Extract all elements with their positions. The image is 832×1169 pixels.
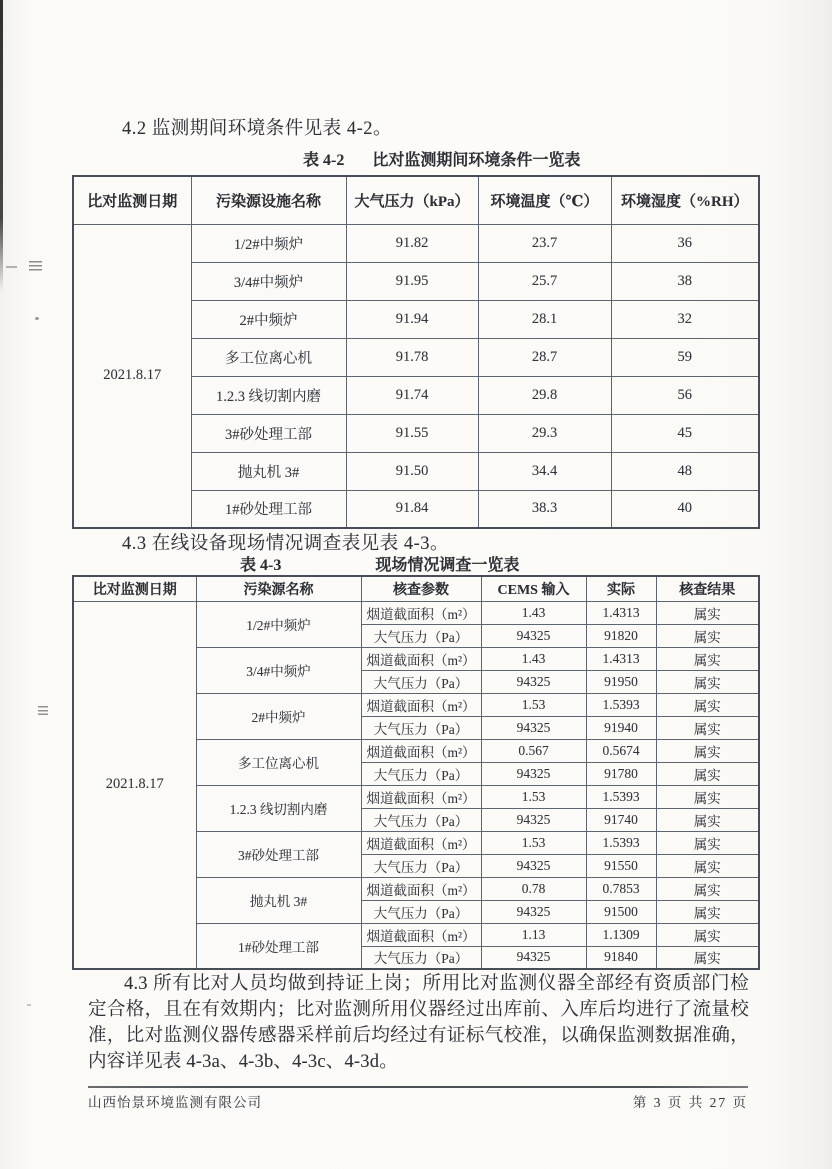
humidity-cell: 45 xyxy=(611,414,759,452)
humidity-cell: 59 xyxy=(611,338,759,376)
column-header: 环境温度（℃） xyxy=(478,176,611,224)
source-name-cell: 1#砂处理工部 xyxy=(196,923,361,969)
cems-input-cell: 94325 xyxy=(481,854,586,877)
source-name-cell: 1.2.3 线切割内磨 xyxy=(191,376,346,414)
check-result-cell: 属实 xyxy=(656,601,759,624)
check-result-cell: 属实 xyxy=(656,831,759,854)
cems-input-cell: 94325 xyxy=(481,624,586,647)
source-name-cell: 2#中频炉 xyxy=(191,300,346,338)
actual-value-cell: 91740 xyxy=(586,808,656,831)
check-parameter-cell: 大气压力（Pa） xyxy=(361,762,481,785)
check-result-cell: 属实 xyxy=(656,693,759,716)
site-survey-table xyxy=(72,575,760,970)
column-header: 环境湿度（%RH） xyxy=(611,176,759,224)
temperature-cell: 29.3 xyxy=(478,414,611,452)
scan-mark xyxy=(27,1004,31,1006)
source-name-cell: 抛丸机 3# xyxy=(191,452,346,490)
source-name-cell: 3/4#中频炉 xyxy=(191,262,346,300)
cems-input-cell: 1.43 xyxy=(481,647,586,670)
source-name-cell: 多工位离心机 xyxy=(196,739,361,785)
monitoring-date-cell: 2021.8.17 xyxy=(73,224,191,528)
check-parameter-cell: 大气压力（Pa） xyxy=(361,854,481,877)
scan-mark xyxy=(35,317,39,320)
temperature-cell: 38.3 xyxy=(478,490,611,528)
cems-input-cell: 94325 xyxy=(481,808,586,831)
actual-value-cell: 91940 xyxy=(586,716,656,739)
humidity-cell: 48 xyxy=(611,452,759,490)
check-result-cell: 属实 xyxy=(656,900,759,923)
temperature-cell: 25.7 xyxy=(478,262,611,300)
check-result-cell: 属实 xyxy=(656,670,759,693)
actual-value-cell: 91550 xyxy=(586,854,656,877)
check-result-cell: 属实 xyxy=(656,716,759,739)
check-parameter-cell: 烟道截面积（m²） xyxy=(361,739,481,762)
table-4-3-caption-label: 表 4-3 xyxy=(240,557,282,574)
table-4-2-caption xyxy=(303,147,580,170)
pressure-cell: 91.82 xyxy=(346,224,478,262)
cems-input-cell: 94325 xyxy=(481,670,586,693)
column-header: 大气压力（kPa） xyxy=(346,176,478,224)
temperature-cell: 28.7 xyxy=(478,338,611,376)
check-parameter-cell: 大气压力（Pa） xyxy=(361,624,481,647)
site-survey-table-head xyxy=(73,576,759,601)
page-footer xyxy=(88,1091,748,1111)
footer-divider xyxy=(88,1086,748,1088)
header-row xyxy=(73,576,759,601)
source-name-cell: 3#砂处理工部 xyxy=(191,414,346,452)
source-name-cell: 多工位离心机 xyxy=(191,338,346,376)
column-header: 比对监测日期 xyxy=(73,176,191,224)
cems-input-cell: 1.53 xyxy=(481,693,586,716)
column-header: 污染源设施名称 xyxy=(191,176,346,224)
pressure-cell: 91.95 xyxy=(346,262,478,300)
column-header: CEMS 输入 xyxy=(481,576,586,601)
pressure-cell: 91.74 xyxy=(346,376,478,414)
scan-edge-artifact xyxy=(0,0,3,292)
source-name-cell: 2#中频炉 xyxy=(196,693,361,739)
humidity-cell: 36 xyxy=(611,224,759,262)
check-parameter-cell: 烟道截面积（m²） xyxy=(361,831,481,854)
table-4-2-caption-label: 表 4-2 xyxy=(303,152,345,169)
cems-input-cell: 94325 xyxy=(481,762,586,785)
site-survey-table-body xyxy=(73,601,759,969)
section-4-3-intro-heading: 4.3 在线设备现场情况调查表见表 4-3。 xyxy=(122,534,450,554)
table-4-3-caption-title: 现场情况调查一览表 xyxy=(375,557,520,574)
check-result-cell: 属实 xyxy=(656,854,759,877)
section-4-3-paragraph: 4.3 所有比对人员均做到持证上岗；所用比对监测仪器全部经有资质部门检定合格，且在有效期内；比对监测所用仪器经过出库前、入库后均进行了流量校准，比对监测仪器传感器采样前后均经过有证标气校准，以确保监测数据准确，内容详见表 4-3a、4-3b、4-3c、4-3d。 xyxy=(88,974,749,1072)
check-result-cell: 属实 xyxy=(656,808,759,831)
column-header: 比对监测日期 xyxy=(73,576,196,601)
temperature-cell: 34.4 xyxy=(478,452,611,490)
check-parameter-cell: 烟道截面积（m²） xyxy=(361,785,481,808)
humidity-cell: 56 xyxy=(611,376,759,414)
column-header: 核查结果 xyxy=(656,576,759,601)
scan-mark xyxy=(38,706,48,715)
scan-mark xyxy=(29,261,42,271)
column-header: 核查参数 xyxy=(361,576,481,601)
cems-input-cell: 0.567 xyxy=(481,739,586,762)
cems-input-cell: 94325 xyxy=(481,900,586,923)
source-name-cell: 1/2#中频炉 xyxy=(196,601,361,647)
source-name-cell: 1/2#中频炉 xyxy=(191,224,346,262)
source-name-cell: 1#砂处理工部 xyxy=(191,490,346,528)
source-name-cell: 3#砂处理工部 xyxy=(196,831,361,877)
env-conditions-table-body xyxy=(73,224,759,528)
check-parameter-cell: 大气压力（Pa） xyxy=(361,670,481,693)
check-parameter-cell: 大气压力（Pa） xyxy=(361,808,481,831)
check-result-cell: 属实 xyxy=(656,785,759,808)
footer-page-number: 第 3 页 共 27 页 xyxy=(632,1095,748,1110)
cems-input-cell: 1.53 xyxy=(481,831,586,854)
scan-mark xyxy=(6,266,17,268)
pressure-cell: 91.94 xyxy=(346,300,478,338)
source-name-cell: 3/4#中频炉 xyxy=(196,647,361,693)
humidity-cell: 32 xyxy=(611,300,759,338)
humidity-cell: 40 xyxy=(611,490,759,528)
column-header: 实际 xyxy=(586,576,656,601)
actual-value-cell: 1.5393 xyxy=(586,785,656,808)
check-result-cell: 属实 xyxy=(656,877,759,900)
survey-row xyxy=(73,601,759,624)
pressure-cell: 91.50 xyxy=(346,452,478,490)
pressure-cell: 91.78 xyxy=(346,338,478,376)
table-4-3-caption xyxy=(240,552,519,575)
temperature-cell: 28.1 xyxy=(478,300,611,338)
check-parameter-cell: 烟道截面积（m²） xyxy=(361,693,481,716)
actual-value-cell: 1.5393 xyxy=(586,831,656,854)
source-name-cell: 1.2.3 线切割内磨 xyxy=(196,785,361,831)
pressure-cell: 91.55 xyxy=(346,414,478,452)
check-parameter-cell: 烟道截面积（m²） xyxy=(361,923,481,946)
actual-value-cell: 1.4313 xyxy=(586,601,656,624)
actual-value-cell: 1.1309 xyxy=(586,923,656,946)
check-result-cell: 属实 xyxy=(656,762,759,785)
check-parameter-cell: 大气压力（Pa） xyxy=(361,716,481,739)
humidity-cell: 38 xyxy=(611,262,759,300)
actual-value-cell: 91500 xyxy=(586,900,656,923)
check-parameter-cell: 大气压力（Pa） xyxy=(361,946,481,969)
actual-value-cell: 0.7853 xyxy=(586,877,656,900)
header-row xyxy=(73,176,759,224)
actual-value-cell: 91820 xyxy=(586,624,656,647)
actual-value-cell: 91950 xyxy=(586,670,656,693)
cems-input-cell: 1.13 xyxy=(481,923,586,946)
cems-input-cell: 0.78 xyxy=(481,877,586,900)
check-result-cell: 属实 xyxy=(656,624,759,647)
column-header: 污染源名称 xyxy=(196,576,361,601)
temperature-cell: 29.8 xyxy=(478,376,611,414)
temperature-cell: 23.7 xyxy=(478,224,611,262)
env-condition-row xyxy=(73,224,759,262)
actual-value-cell: 91780 xyxy=(586,762,656,785)
pressure-cell: 91.84 xyxy=(346,490,478,528)
check-result-cell: 属实 xyxy=(656,923,759,946)
monitoring-date-cell: 2021.8.17 xyxy=(73,601,196,969)
check-parameter-cell: 烟道截面积（m²） xyxy=(361,647,481,670)
check-result-cell: 属实 xyxy=(656,739,759,762)
table-4-2-caption-title: 比对监测期间环境条件一览表 xyxy=(372,152,581,169)
section-4-2-heading: 4.2 监测期间环境条件见表 4-2。 xyxy=(122,119,393,139)
cems-input-cell: 1.53 xyxy=(481,785,586,808)
check-parameter-cell: 大气压力（Pa） xyxy=(361,900,481,923)
cems-input-cell: 1.43 xyxy=(481,601,586,624)
env-conditions-table xyxy=(72,175,760,529)
check-parameter-cell: 烟道截面积（m²） xyxy=(361,601,481,624)
actual-value-cell: 91840 xyxy=(586,946,656,969)
actual-value-cell: 1.4313 xyxy=(586,647,656,670)
actual-value-cell: 1.5393 xyxy=(586,693,656,716)
footer-company-name: 山西怡景环境监测有限公司 xyxy=(88,1095,262,1110)
source-name-cell: 抛丸机 3# xyxy=(196,877,361,923)
cems-input-cell: 94325 xyxy=(481,946,586,969)
env-conditions-table-head xyxy=(73,176,759,224)
check-result-cell: 属实 xyxy=(656,946,759,969)
check-result-cell: 属实 xyxy=(656,647,759,670)
check-parameter-cell: 烟道截面积（m²） xyxy=(361,877,481,900)
actual-value-cell: 0.5674 xyxy=(586,739,656,762)
cems-input-cell: 94325 xyxy=(481,716,586,739)
